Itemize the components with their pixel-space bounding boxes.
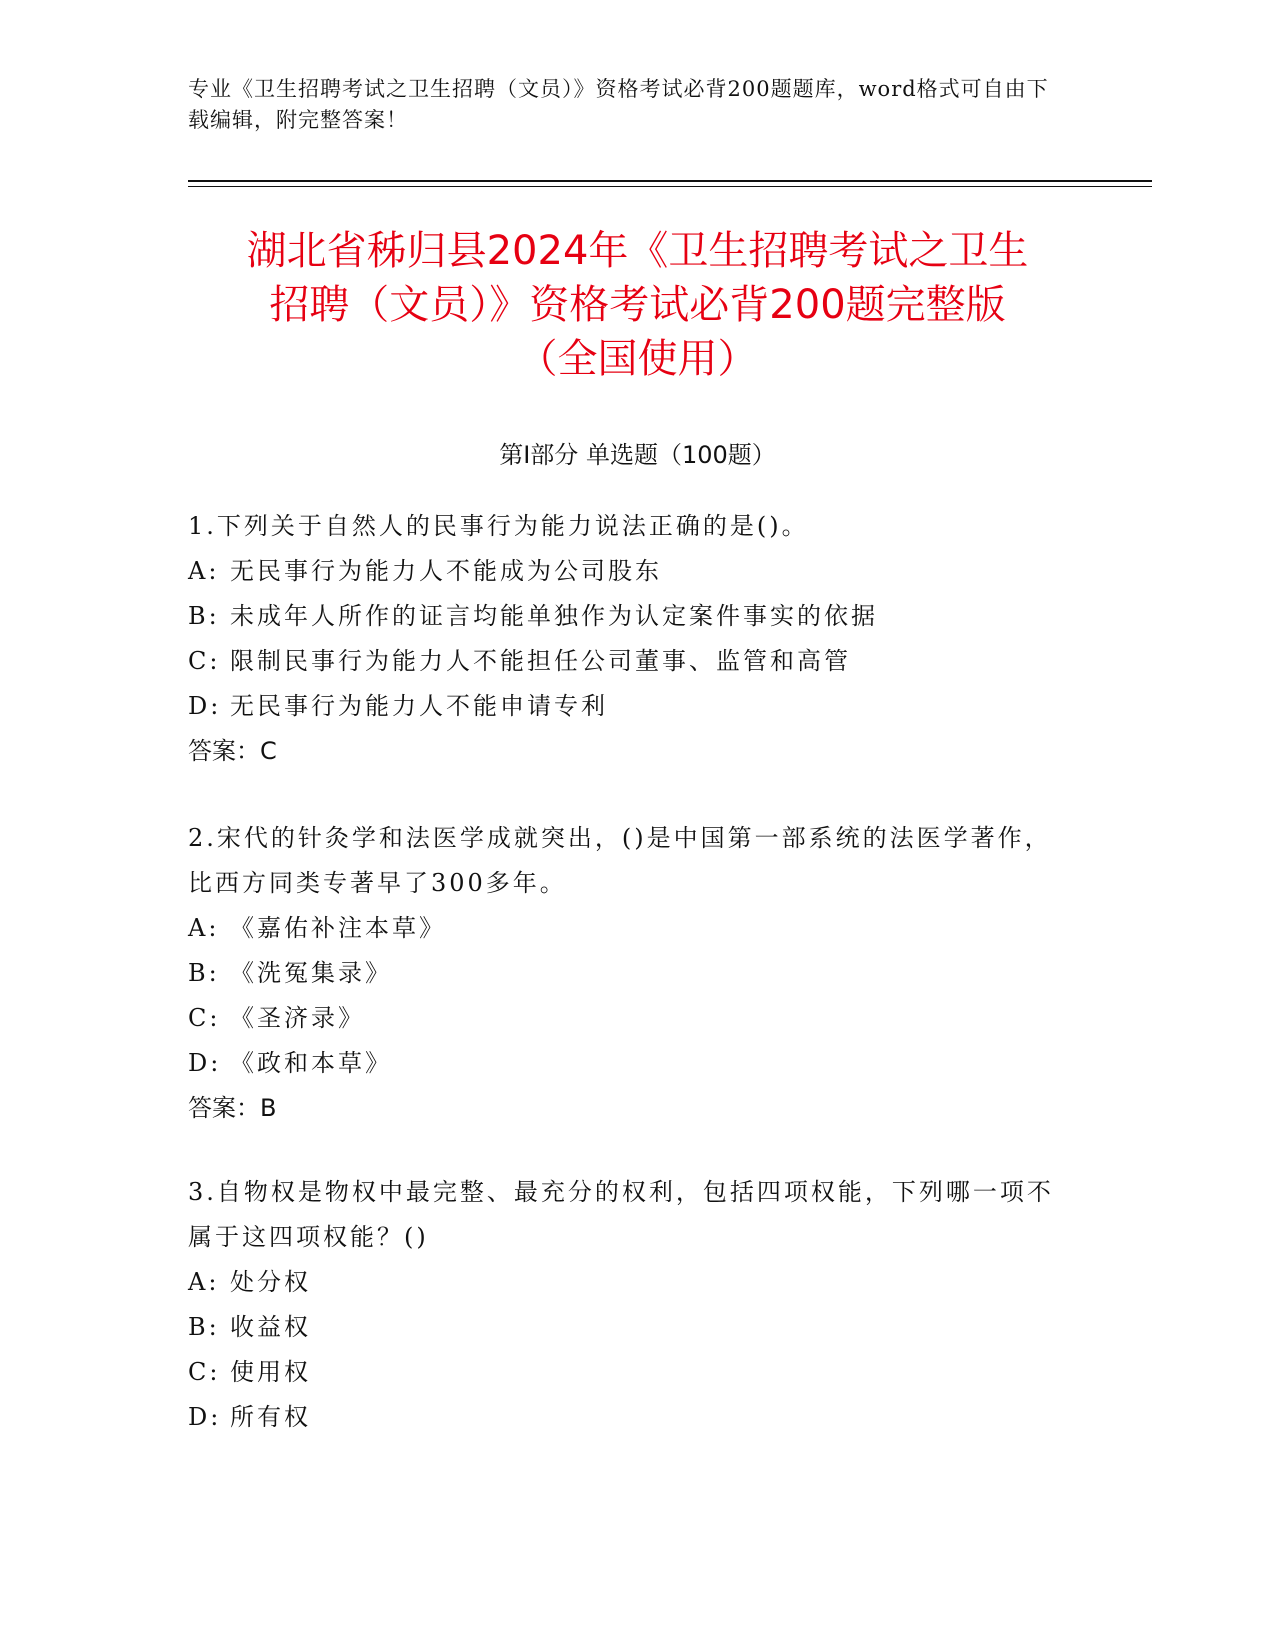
option-label: D: [188, 1403, 222, 1431]
option-text: 未成年人所作的证言均能单独作为认定案件事实的依据 [230, 602, 878, 630]
document-title [140, 224, 1135, 386]
question-stem: 1.下列关于自然人的民事行为能力说法正确的是()。 [188, 512, 809, 540]
option-label: C: [188, 647, 221, 675]
option-text: 《圣济录》 [230, 1004, 365, 1032]
option-text: 《嘉佑补注本草》 [230, 914, 446, 942]
option-text: 无民事行为能力人不能申请专利 [230, 692, 608, 720]
option-text: 使用权 [230, 1358, 311, 1386]
question-2 [188, 816, 1068, 1131]
option-label: A: [188, 1268, 220, 1296]
section-title: 第Ⅰ部分 单选题（100题） [499, 441, 776, 469]
option-label: D: [188, 692, 222, 720]
option-a [188, 549, 1068, 594]
option-b [188, 1305, 1068, 1350]
option-b [188, 951, 1068, 996]
option-text: 《洗冤集录》 [230, 959, 392, 987]
option-label: A: [188, 557, 220, 585]
option-c [188, 639, 1068, 684]
question-3 [188, 1170, 1068, 1440]
question-stem: 3.自物权是物权中最完整、最充分的权利，包括四项权能，下列哪一项不属于这四项权能？() [188, 1178, 1054, 1251]
answer-value: B [260, 1094, 277, 1122]
option-text: 无民事行为能力人不能成为公司股东 [230, 557, 662, 585]
header-rule-thick [188, 180, 1152, 182]
header-rule-thin [188, 186, 1152, 187]
option-c [188, 996, 1068, 1041]
option-text: 限制民事行为能力人不能担任公司董事、监管和高管 [230, 647, 851, 675]
question-1 [188, 504, 1068, 774]
answer [188, 1086, 1068, 1131]
answer-value: C [260, 737, 277, 765]
option-label: D: [188, 1049, 222, 1077]
option-text: 处分权 [230, 1268, 311, 1296]
title-line-1: 湖北省秭归县2024年《卫生招聘考试之卫生 [246, 228, 1029, 274]
option-a [188, 1260, 1068, 1305]
answer [188, 729, 1068, 774]
option-d [188, 684, 1068, 729]
option-label: B: [188, 1313, 220, 1341]
option-label: B: [188, 602, 220, 630]
question-stem: 2.宋代的针灸学和法医学成就突出，()是中国第一部系统的法医学著作，比西方同类专著早了300多年。 [188, 824, 1052, 897]
option-c [188, 1350, 1068, 1395]
option-text: 所有权 [230, 1403, 311, 1431]
option-d [188, 1395, 1068, 1440]
header-note: 专业《卫生招聘考试之卫生招聘（文员）》资格考试必背200题题库，word格式可自由下载编辑，附完整答案！ [188, 77, 1049, 132]
option-label: C: [188, 1004, 221, 1032]
option-label: C: [188, 1358, 221, 1386]
title-line-3: （全国使用） [517, 336, 758, 382]
option-label: B: [188, 959, 220, 987]
answer-prefix: 答案： [188, 1094, 260, 1122]
option-d [188, 1041, 1068, 1086]
option-text: 收益权 [230, 1313, 311, 1341]
answer-prefix: 答案： [188, 737, 260, 765]
option-a [188, 906, 1068, 951]
title-line-2: 招聘（文员）》资格考试必背200题完整版 [269, 282, 1006, 328]
option-text: 《政和本草》 [230, 1049, 392, 1077]
option-label: A: [188, 914, 220, 942]
option-b [188, 594, 1068, 639]
